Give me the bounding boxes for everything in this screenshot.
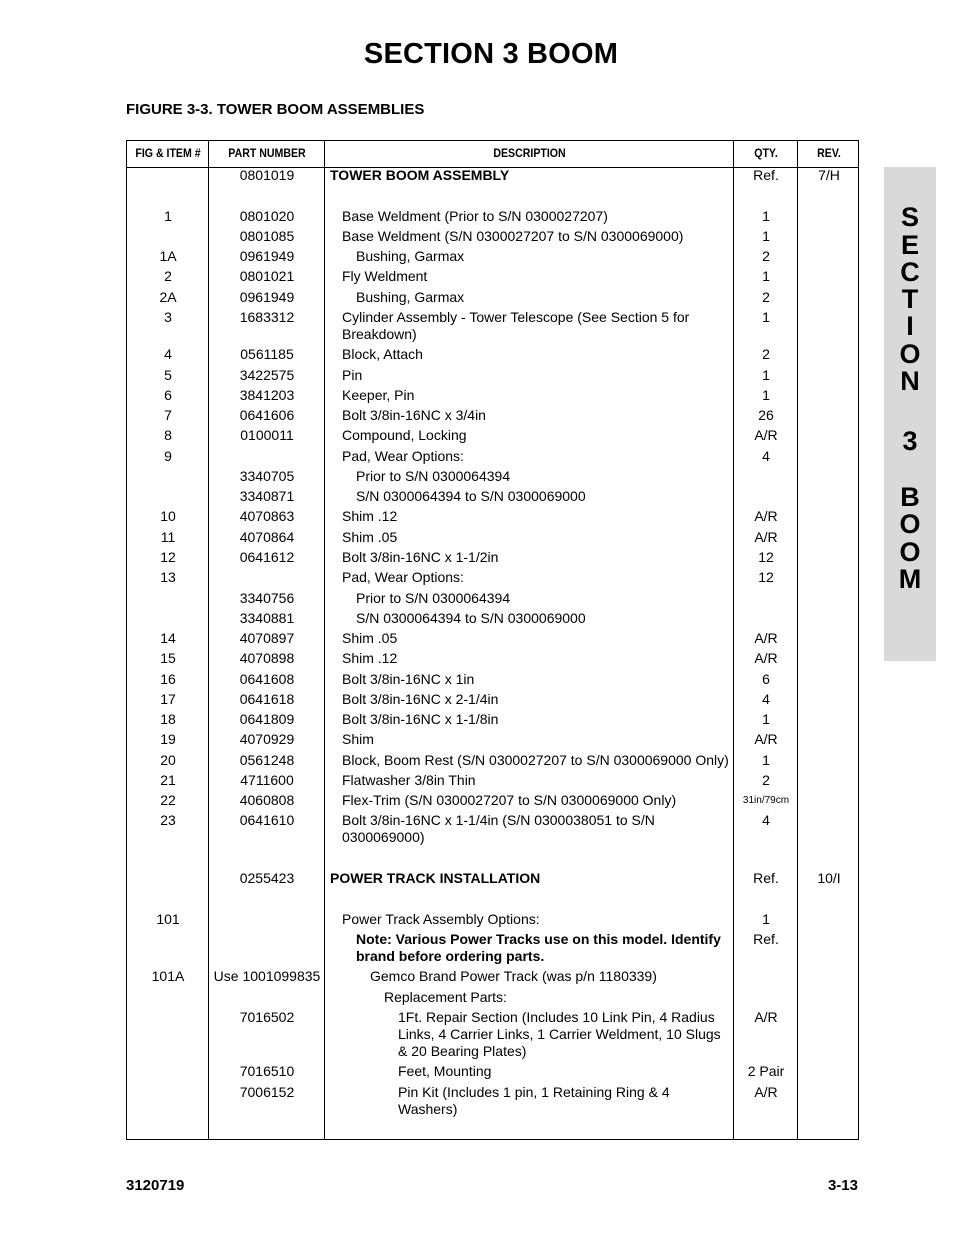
description-cell: Bolt 3/8in-16NC x 1-1/4in (S/N 0300038051 to S/N 0300069000) [342,812,655,845]
part-number-cell: 4070898 [239,650,295,666]
quantity-cell: A/R [754,1009,778,1025]
part-number-cell: 7006152 [239,1084,295,1100]
part-number-cell: 7016510 [239,1063,295,1079]
part-number-cell: 0561185 [240,346,294,362]
part-number-cell: 3340756 [239,590,295,606]
quantity-cell: 1 [762,911,770,927]
part-number-cell: 4070929 [239,731,295,747]
header-part-number: PART NUMBER [228,148,306,160]
part-number-cell: 4711600 [240,772,294,788]
description-cell: Block, Attach [342,346,423,362]
fig-item-cell: 6 [164,387,172,403]
description-cell: Bolt 3/8in-16NC x 3/4in [342,407,486,423]
fig-item-cell: 10 [160,508,176,524]
part-number-cell: 3340881 [239,610,295,626]
description-cell: Prior to S/N 0300064394 [356,468,511,484]
part-number-cell: 4060808 [239,792,295,808]
quantity-cell: 6 [762,671,770,687]
description-cell: Shim .05 [342,529,398,545]
part-number-cell: 0641618 [239,691,295,707]
description-cell: 1Ft. Repair Section (Includes 10 Link Pin, 4 Radius Links, 4 Carrier Links, 1 Carrier Weldment, 10 Slugs & 20 Bearing Plates) [398,1009,721,1059]
quantity-cell: Ref. [753,870,779,886]
quantity-cell: A/R [754,650,778,666]
description-cell: Shim .05 [342,630,398,646]
part-number-cell: 0961949 [239,248,295,264]
fig-item-cell: 21 [160,772,176,788]
fig-item-cell: 7 [164,407,172,423]
fig-item-cell: 19 [160,731,176,747]
quantity-cell: 2 [762,772,770,788]
part-number-cell: 0255423 [239,870,295,886]
fig-item-cell: 101 [156,911,180,927]
description-cell: Prior to S/N 0300064394 [356,590,511,606]
part-number-cell: 4070897 [239,630,295,646]
quantity-cell: 1 [762,752,770,768]
quantity-cell: 2 Pair [747,1063,785,1079]
description-cell: Shim .12 [342,650,398,666]
description-cell: Fly Weldment [342,268,428,284]
quantity-cell: 1 [762,228,770,244]
fig-item-cell: 1 [164,208,172,224]
fig-item-cell: 1A [159,248,177,264]
part-number-cell: 0641612 [239,549,295,565]
figure-title: FIGURE 3-3. TOWER BOOM ASSEMBLIES [126,101,425,118]
revision-cell: 10/I [817,870,841,886]
description-cell: TOWER BOOM ASSEMBLY [330,167,510,183]
description-cell: Replacement Parts: [384,989,507,1005]
side-tab-letter: B [900,482,920,512]
section-side-tab [884,167,936,661]
description-cell: S/N 0300064394 to S/N 0300069000 [356,610,586,626]
description-cell: Flex-Trim (S/N 0300027207 to S/N 0300069000 Only) [342,792,677,808]
part-number-cell: 0100011 [240,427,294,443]
description-cell: Base Weldment (Prior to S/N 0300027207) [342,208,608,224]
quantity-cell: 12 [758,549,774,565]
description-cell: Compound, Locking [342,427,467,443]
part-number-cell: 0641610 [239,812,295,828]
part-number-cell: 0801085 [239,228,295,244]
side-tab-letter: O [899,537,921,567]
side-tab-letter: C [900,257,920,287]
side-tab-letter: O [899,509,921,539]
fig-item-cell: 2 [164,268,172,284]
page-number: 3-13 [827,1177,858,1194]
fig-item-cell: 9 [164,448,172,464]
part-number-cell: 0801019 [239,167,295,183]
parts-table [126,140,859,1140]
description-cell: S/N 0300064394 to S/N 0300069000 [356,488,586,504]
part-number-cell: Use 1001099835 [213,968,321,984]
quantity-cell: 31in/79cm [742,795,790,806]
quantity-cell: 4 [762,812,770,828]
side-tab-letter: T [901,284,919,314]
part-number-cell: 1683312 [239,309,295,325]
quantity-cell: 1 [762,711,770,727]
fig-item-cell: 15 [160,650,176,666]
description-cell: Cylinder Assembly - Tower Telescope (See Section 5 for Breakdown) [342,309,690,342]
header-qty: QTY. [754,148,778,160]
fig-item-cell: 14 [160,630,176,646]
header-fig-item: FIG & ITEM # [135,148,201,160]
quantity-cell: 1 [762,268,770,284]
quantity-cell: 12 [758,569,774,585]
quantity-cell: 1 [762,208,770,224]
description-cell: Bolt 3/8in-16NC x 2-1/4in [342,691,499,707]
quantity-cell: A/R [754,508,778,524]
part-number-cell: 0961949 [239,289,295,305]
part-number-cell: 4070863 [239,508,295,524]
fig-item-cell: 12 [160,549,176,565]
document-number: 3120719 [126,1177,185,1194]
description-cell: Feet, Mounting [398,1063,492,1079]
description-cell: Bolt 3/8in-16NC x 1-1/8in [342,711,499,727]
quantity-cell: 4 [762,448,770,464]
description-cell: Pin [342,367,363,383]
quantity-cell: 1 [762,309,770,325]
side-tab-letter: E [900,230,919,260]
part-number-cell: 7016502 [239,1009,295,1025]
part-number-cell: 4070864 [239,529,295,545]
quantity-cell: 4 [762,691,770,707]
fig-item-cell: 101A [151,968,185,984]
section-title: SECTION 3 BOOM [363,38,619,70]
fig-item-cell: 20 [160,752,176,768]
quantity-cell: A/R [754,529,778,545]
fig-item-cell: 17 [160,691,176,707]
part-number-cell: 3340871 [239,488,295,504]
description-cell: Bolt 3/8in-16NC x 1-1/2in [342,549,499,565]
fig-item-cell: 11 [160,529,176,545]
description-cell: Shim .12 [342,508,398,524]
fig-item-cell: 5 [164,367,172,383]
quantity-cell: 2 [762,248,770,264]
side-tab-letter: S [900,202,919,232]
quantity-cell: 1 [762,387,770,403]
quantity-cell: Ref. [753,931,779,947]
part-number-cell: 3340705 [239,468,295,484]
side-tab-letter: 3 [902,426,918,456]
description-cell: Pin Kit (Includes 1 pin, 1 Retaining Ring & 4 Washers) [398,1084,670,1117]
description-cell: POWER TRACK INSTALLATION [330,870,541,886]
fig-item-cell: 18 [160,711,176,727]
description-cell: Bolt 3/8in-16NC x 1in [342,671,475,687]
header-rev: REV. [817,148,841,160]
description-cell: Bushing, Garmax [356,248,465,264]
side-tab-letter: I [906,311,914,341]
description-cell: Pad, Wear Options: [342,569,464,585]
part-number-cell: 0561248 [239,752,295,768]
quantity-cell: A/R [754,630,778,646]
description-cell: Keeper, Pin [342,387,415,403]
revision-cell: 7/H [818,167,840,183]
description-cell: Bushing, Garmax [356,289,465,305]
fig-item-cell: 22 [160,792,176,808]
fig-item-cell: 4 [164,346,172,362]
quantity-cell: A/R [754,731,778,747]
quantity-cell: A/R [754,1084,778,1100]
fig-item-cell: 3 [164,309,172,325]
fig-item-cell: 8 [164,427,172,443]
fig-item-cell: 13 [160,569,176,585]
fig-item-cell: 16 [160,671,176,687]
quantity-cell: Ref. [753,167,779,183]
fig-item-cell: 23 [160,812,176,828]
quantity-cell: A/R [754,427,778,443]
description-cell: Gemco Brand Power Track (was p/n 1180339) [370,968,657,984]
part-number-cell: 3841203 [239,387,295,403]
header-description: DESCRIPTION [493,148,566,160]
part-number-cell: 0641606 [239,407,295,423]
description-cell: Power Track Assembly Options: [342,911,540,927]
description-cell: Note: Various Power Tracks use on this model. Identify brand before ordering parts. [356,931,721,964]
side-tab-letter: M [898,564,922,594]
quantity-cell: 1 [762,367,770,383]
description-cell: Flatwasher 3/8in Thin [342,772,476,788]
side-tab-letter: N [900,366,920,396]
description-cell: Base Weldment (S/N 0300027207 to S/N 0300069000) [342,228,684,244]
part-number-cell: 0641809 [239,711,295,727]
part-number-cell: 0801021 [239,268,295,284]
side-tab-letter: O [899,339,921,369]
quantity-cell: 2 [762,289,770,305]
description-cell: Block, Boom Rest (S/N 0300027207 to S/N 0300069000 Only) [342,752,729,768]
description-cell: Pad, Wear Options: [342,448,464,464]
quantity-cell: 26 [758,407,774,423]
fig-item-cell: 2A [159,289,177,305]
quantity-cell: 2 [762,346,770,362]
description-cell: Shim [342,731,374,747]
part-number-cell: 0801020 [239,208,295,224]
part-number-cell: 0641608 [239,671,295,687]
part-number-cell: 3422575 [239,367,295,383]
